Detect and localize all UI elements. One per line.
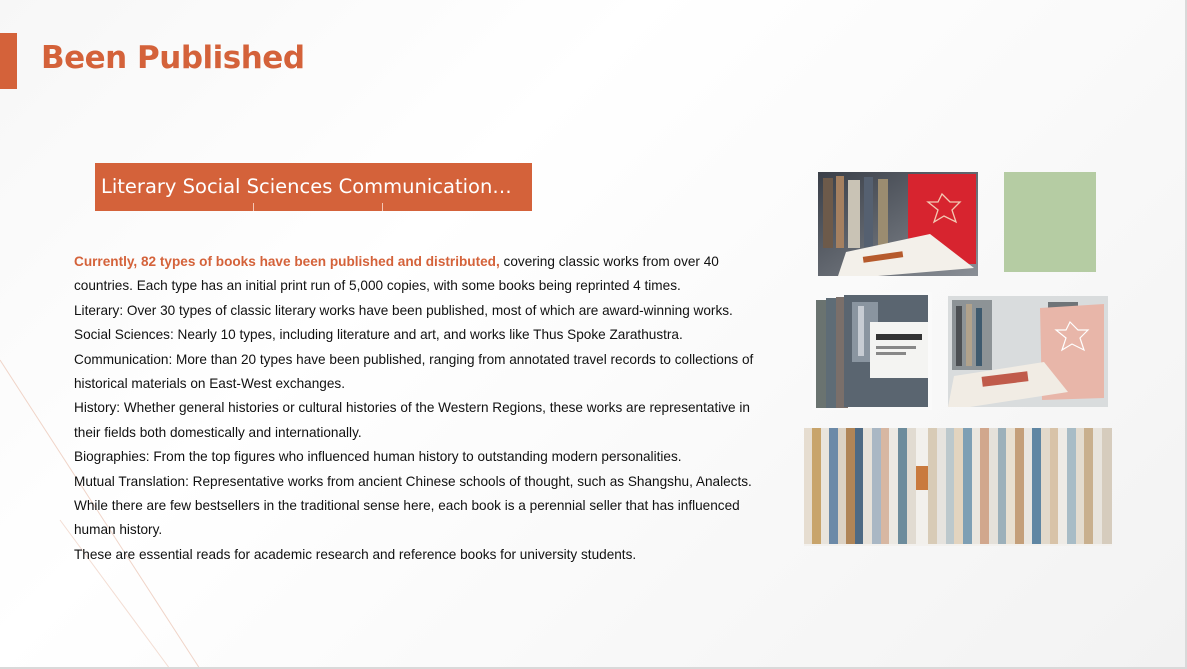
banner-divider [382, 203, 383, 211]
page-title: Been Published [41, 40, 305, 76]
photo-sage-green-cover [1004, 172, 1096, 272]
photo-pink-book-set [948, 296, 1108, 407]
paragraph-history: History: Whether general histories or cultural histories of the Western Regions, these works are representative in their fields both domestically and internationally. [74, 400, 750, 440]
paragraph-biographies: Biographies: From the top figures who influenced human history to outstanding modern personalities. [74, 449, 682, 465]
paragraph-social-sciences: Social Sciences: Nearly 10 types, including literature and art, and works like Thus Spoke Zarathustra. [74, 327, 683, 343]
intro-paragraph [74, 250, 774, 299]
paragraph-bestsellers: While there are few bestsellers in the traditional sense here, each book is a perennial seller that has influenced human history. [74, 498, 740, 538]
title-accent-bar [0, 33, 17, 89]
paragraph-mutual-translation: Mutual Translation: Representative works from ancient Chinese schools of thought, such as Shangshu, Analects. [74, 473, 752, 489]
photo-red-book-on-shelf [818, 172, 978, 276]
photo-book-spines-row [804, 428, 1112, 546]
category-banner: Literary Social Sciences Communication… [95, 163, 532, 211]
intro-rest: covering classic works from over 40 countries. Each type has an initial print run of 5,000 copies, with some books being reprinted 4 times. [74, 254, 719, 294]
banner-divider [253, 203, 254, 211]
paragraph-communication: Communication: More than 20 types have been published, ranging from annotated travel records to collections of historical materials on East-West exchanges. [74, 351, 754, 392]
body-text [74, 250, 774, 567]
highlight-text: Currently, 82 types of books have been published and distributed, [74, 254, 500, 269]
paragraph-literary: Literary: Over 30 types of classic literary works have been published, most of which are award-winning works. [74, 302, 733, 318]
paragraph-essential-reads: These are essential reads for academic research and reference books for university students. [74, 546, 637, 562]
photo-biography-box-set [812, 292, 932, 410]
